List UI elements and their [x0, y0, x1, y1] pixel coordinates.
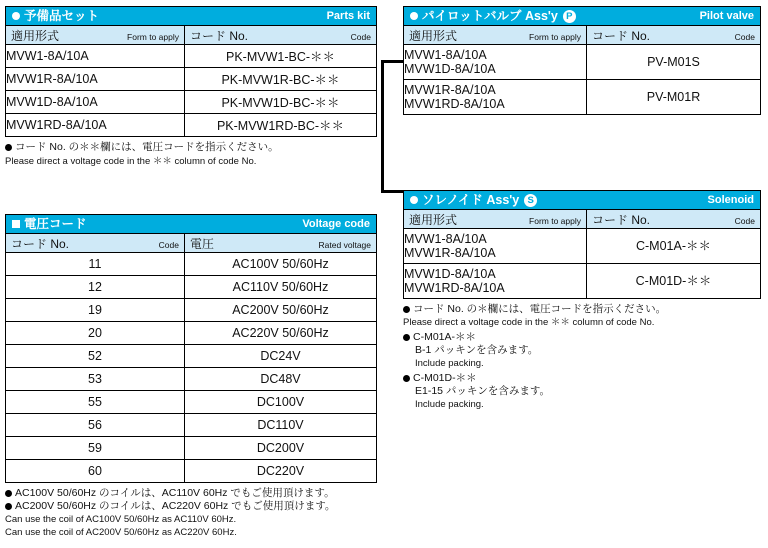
table-row	[6, 345, 377, 368]
solenoid-model	[404, 264, 587, 299]
solenoid-model-line1: MVW1D-8A/10A	[404, 267, 496, 281]
pilot-valve-model-line2: MVW1RD-8A/10A	[404, 97, 505, 111]
note-bullet-icon	[403, 334, 410, 341]
parts-kit-code: PK-MVW1RD-BC-＊＊	[185, 114, 377, 137]
note-bullet-icon	[403, 375, 410, 382]
solenoid-note-code-d: C‐M01D‐＊＊	[413, 372, 477, 384]
voltage-code-value: 56	[6, 414, 185, 437]
bullet-icon	[410, 196, 418, 204]
square-bullet-icon	[12, 220, 20, 228]
connector-line-horizontal-top	[381, 60, 403, 63]
solenoid-note-jp: コード No. の＊欄には、電圧コードを指示ください。	[413, 303, 667, 315]
voltage-code-value: 20	[6, 322, 185, 345]
voltage-code-notes	[5, 487, 377, 539]
table-row	[404, 80, 761, 115]
voltage-rated-value: AC100V 50/60Hz	[185, 253, 377, 276]
pilot-valve-model-line1: MVW1R-8A/10A	[404, 83, 496, 97]
solenoid-column-headers	[404, 210, 761, 229]
parts-kit-model: MVW1D-8A/10A	[6, 91, 185, 114]
solenoid-notes	[403, 303, 761, 411]
bullet-icon	[410, 12, 418, 20]
solenoid-code: C-M01A-＊＊	[587, 229, 761, 264]
table-row	[6, 45, 377, 68]
solenoid-note-code-a: C‐M01A‐＊＊	[413, 331, 477, 343]
note-bullet-icon	[403, 306, 410, 313]
voltage-rated-value: AC200V 50/60Hz	[185, 299, 377, 322]
pilot-valve-col2-en: Code	[734, 31, 755, 42]
pilot-valve-model-line1: MVW1-8A/10A	[404, 48, 487, 62]
table-row	[6, 437, 377, 460]
table-row	[6, 276, 377, 299]
voltage-code-table	[5, 233, 377, 483]
pilot-valve-title-en: Pilot valve	[699, 9, 754, 22]
voltage-code-column-headers	[6, 234, 377, 253]
solenoid-note-packing-a-en: Include packing.	[415, 358, 484, 369]
parts-kit-model: MVW1RD-8A/10A	[6, 114, 185, 137]
table-row	[6, 114, 377, 137]
voltage-code-title-jp: 電圧コード	[24, 216, 87, 231]
voltage-code-value: 19	[6, 299, 185, 322]
voltage-code-note: AC200V 50/60Hz のコイルは、AC220V 60Hz でもご使用頂けます。	[15, 500, 336, 512]
voltage-code-panel	[5, 214, 377, 539]
voltage-rated-value: DC200V	[185, 437, 377, 460]
table-row	[6, 368, 377, 391]
solenoid-col1-jp: 適用形式	[409, 212, 458, 227]
pilot-valve-column-headers	[404, 26, 761, 45]
parts-kit-panel	[5, 6, 377, 168]
solenoid-header	[403, 190, 761, 209]
pilot-valve-header	[403, 6, 761, 25]
voltage-rated-value: DC24V	[185, 345, 377, 368]
table-row	[6, 91, 377, 114]
table-row	[6, 322, 377, 345]
parts-kit-col1-jp: 適用形式	[11, 28, 60, 43]
note-bullet-icon	[5, 490, 12, 497]
voltage-code-value: 53	[6, 368, 185, 391]
voltage-code-note: AC100V 50/60Hz のコイルは、AC110V 60Hz でもご使用頂けます。	[15, 487, 335, 499]
voltage-rated-value: DC110V	[185, 414, 377, 437]
voltage-code-header	[5, 214, 377, 233]
solenoid-model-line1: MVW1-8A/10A	[404, 232, 487, 246]
parts-kit-column-headers	[6, 26, 377, 45]
voltage-code-value: 60	[6, 460, 185, 483]
parts-kit-col2-jp: コード No.	[190, 28, 249, 43]
voltage-rated-value: DC48V	[185, 368, 377, 391]
connector-line-vertical	[381, 60, 384, 193]
solenoid-title-en: Solenoid	[707, 193, 754, 206]
voltage-code-value: 11	[6, 253, 185, 276]
voltage-code-value: 12	[6, 276, 185, 299]
parts-kit-note-jp: コード No. の＊＊欄には、電圧コードを指示ください。	[15, 141, 279, 153]
connector-line-horizontal-bottom	[381, 190, 403, 193]
pilot-valve-table	[403, 25, 761, 115]
parts-kit-table	[5, 25, 377, 137]
solenoid-note-packing-a-jp: B‐1 パッキンを含みます。	[415, 344, 539, 356]
note-bullet-icon	[5, 144, 12, 151]
voltage-rated-value: AC220V 50/60Hz	[185, 322, 377, 345]
note-bullet-icon	[5, 503, 12, 510]
parts-kit-code: PK-MVW1R-BC-＊＊	[185, 68, 377, 91]
table-row	[404, 45, 761, 80]
parts-kit-model: MVW1R-8A/10A	[6, 68, 185, 91]
voltage-code-col2-en: Rated voltage	[318, 239, 371, 250]
pilot-valve-col1-jp: 適用形式	[409, 28, 458, 43]
voltage-code-value: 52	[6, 345, 185, 368]
voltage-code-col2-jp: 電圧	[190, 236, 215, 251]
table-row	[404, 264, 761, 299]
parts-kit-col2-en: Code	[350, 31, 371, 42]
solenoid-table	[403, 209, 761, 299]
pilot-valve-col1-en: Form to apply	[529, 31, 581, 42]
solenoid-col2-jp: コード No.	[592, 212, 651, 227]
voltage-code-note: Can use the coil of AC200V 50/60Hz as AC220V 60Hz.	[5, 527, 237, 538]
parts-kit-note-en: Please direct a voltage code in the ＊＊ column of code No.	[5, 156, 257, 167]
solenoid-code: C-M01D-＊＊	[587, 264, 761, 299]
table-row	[6, 253, 377, 276]
parts-kit-title-jp: 予備品セット	[24, 8, 100, 23]
parts-kit-model: MVW1-8A/10A	[6, 45, 185, 68]
table-row	[6, 68, 377, 91]
pilot-valve-model	[404, 80, 587, 115]
voltage-code-value: 55	[6, 391, 185, 414]
table-row	[6, 414, 377, 437]
voltage-code-value: 59	[6, 437, 185, 460]
solenoid-title-jp: ソレノイド Ass'y	[422, 192, 520, 207]
voltage-rated-value: DC100V	[185, 391, 377, 414]
solenoid-note-packing-d-jp: E1‐15 パッキンを含みます。	[415, 385, 550, 397]
table-row	[6, 299, 377, 322]
bullet-icon	[12, 12, 20, 20]
voltage-rated-value: DC220V	[185, 460, 377, 483]
solenoid-model-line2: MVW1R-8A/10A	[404, 246, 496, 260]
parts-kit-title-en: Parts kit	[326, 9, 370, 22]
table-row	[6, 460, 377, 483]
voltage-code-note: Can use the coil of AC100V 50/60Hz as AC110V 60Hz.	[5, 514, 237, 525]
pilot-valve-col2-jp: コード No.	[592, 28, 651, 43]
pilot-valve-code: PV-M01R	[587, 80, 761, 115]
solenoid-note-packing-d-en: Include packing.	[415, 399, 484, 410]
solenoid-panel	[403, 190, 761, 411]
parts-kit-code: PK-MVW1D-BC-＊＊	[185, 91, 377, 114]
solenoid-col1-en: Form to apply	[529, 215, 581, 226]
voltage-code-col1-en: Code	[158, 239, 179, 250]
solenoid-model-line2: MVW1RD-8A/10A	[404, 281, 505, 295]
voltage-rated-value: AC110V 50/60Hz	[185, 276, 377, 299]
solenoid-note-en: Please direct a voltage code in the ＊＊ column of code No.	[403, 317, 655, 328]
pilot-valve-panel	[403, 6, 761, 115]
pilot-valve-model-line2: MVW1D-8A/10A	[404, 62, 496, 76]
parts-kit-header	[5, 6, 377, 25]
pilot-valve-code: PV-M01S	[587, 45, 761, 80]
parts-kit-notes	[5, 141, 377, 168]
pilot-valve-badge-icon: P	[563, 10, 576, 23]
parts-kit-code: PK-MVW1-BC-＊＊	[185, 45, 377, 68]
pilot-valve-model	[404, 45, 587, 80]
voltage-code-col1-jp: コード No.	[11, 236, 70, 251]
solenoid-col2-en: Code	[734, 215, 755, 226]
table-row	[6, 391, 377, 414]
solenoid-badge-icon: S	[524, 194, 537, 207]
parts-kit-col1-en: Form to apply	[127, 31, 179, 42]
pilot-valve-title-jp: パイロットバルブ Ass'y	[422, 8, 558, 23]
table-row	[404, 229, 761, 264]
solenoid-model	[404, 229, 587, 264]
voltage-code-title-en: Voltage code	[302, 217, 370, 230]
